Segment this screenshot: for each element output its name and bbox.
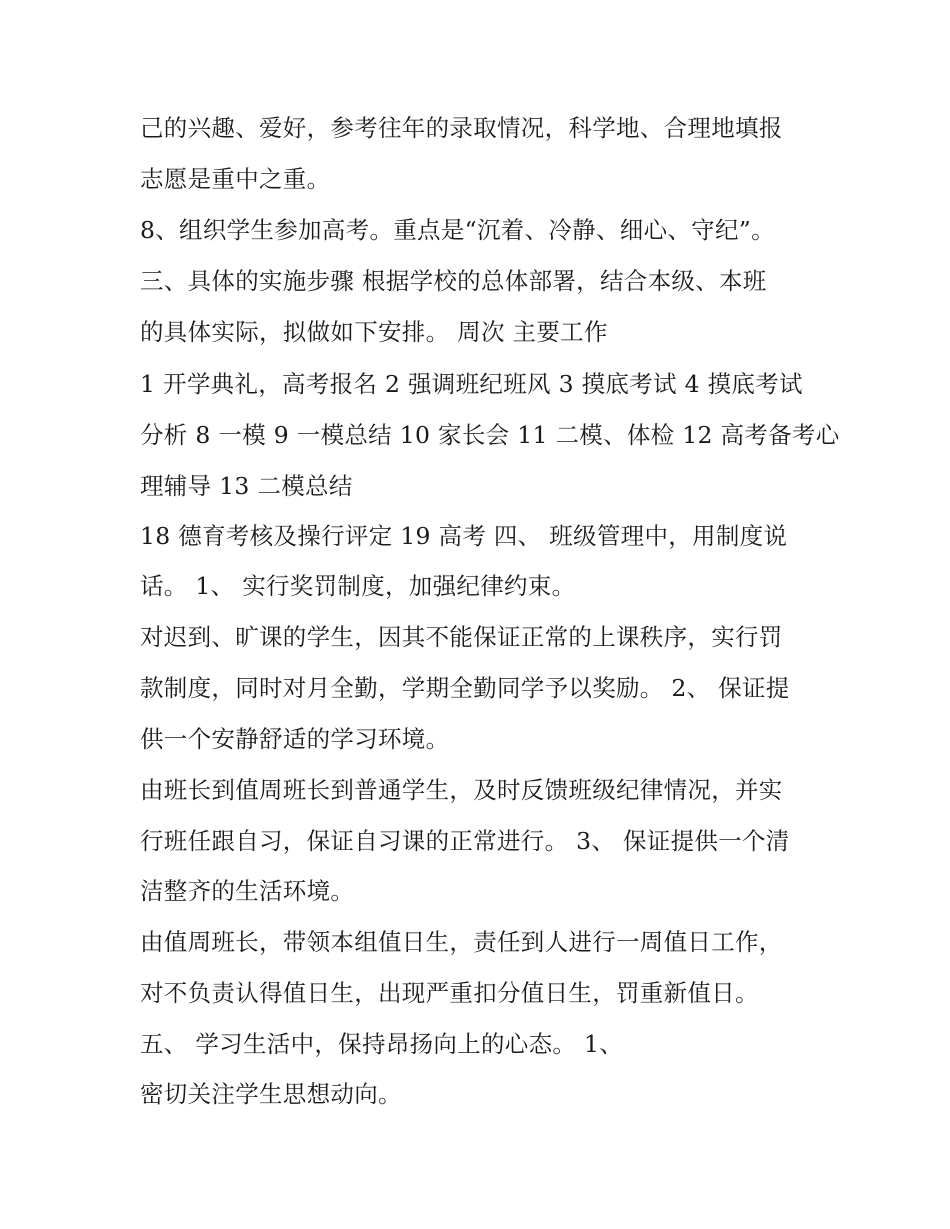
text-line: 由值周班长，带领本组值日生，责任到人进行一周值日工作，: [140, 928, 783, 956]
text-line: 洁整齐的生活环境。: [140, 877, 355, 905]
text-line: 行班任跟自习，保证自习课的正常进行。 3、 保证提供一个清: [140, 827, 790, 855]
text-line: 18 德育考核及操行评定 19 高考 四、 班级管理中，用制度说: [140, 522, 788, 550]
text-line: 款制度，同时对月全勤，学期全勤同学予以奖励。 2、 保证提: [140, 674, 790, 702]
text-line: 1 开学典礼，高考报名 2 强调班纪班风 3 摸底考试 4 摸底考试: [140, 370, 803, 398]
text-line: 理辅导 13 二模总结: [140, 472, 353, 500]
text-line: 对不负责认得值日生，出现严重扣分值日生，罚重新值日。: [140, 979, 759, 1007]
text-line: 密切关注学生思想动向。: [140, 1080, 402, 1108]
text-line: 己的兴趣、爱好，参考往年的录取情况，科学地、合理地填报: [140, 114, 783, 142]
text-line: 话。 1、 实行奖罚制度，加强纪律约束。: [140, 572, 576, 600]
text-line: 志愿是重中之重。: [140, 165, 331, 193]
text-line: 由班长到值周班长到普通学生，及时反馈班级纪律情况，并实: [140, 776, 783, 804]
text-line: 的具体实际，拟做如下安排。 周次 主要工作: [140, 318, 608, 346]
text-line: 对迟到、旷课的学生，因其不能保证正常的上课秩序，实行罚: [140, 623, 783, 651]
text-line: 8、组织学生参加高考。重点是“沉着、冷静、细心、守纪”。: [140, 216, 775, 244]
text-line: 分析 8 一模 9 一模总结 10 家长会 11 二模、体检 12 高考备考心: [140, 421, 840, 449]
text-line: 供一个安静舒适的学习环境。: [140, 725, 450, 753]
text-line: 五、 学习生活中，保持昂扬向上的心态。 1、: [140, 1030, 623, 1058]
text-line: 三、具体的实施步骤 根据学校的总体部署，结合本级、本班: [140, 267, 767, 295]
